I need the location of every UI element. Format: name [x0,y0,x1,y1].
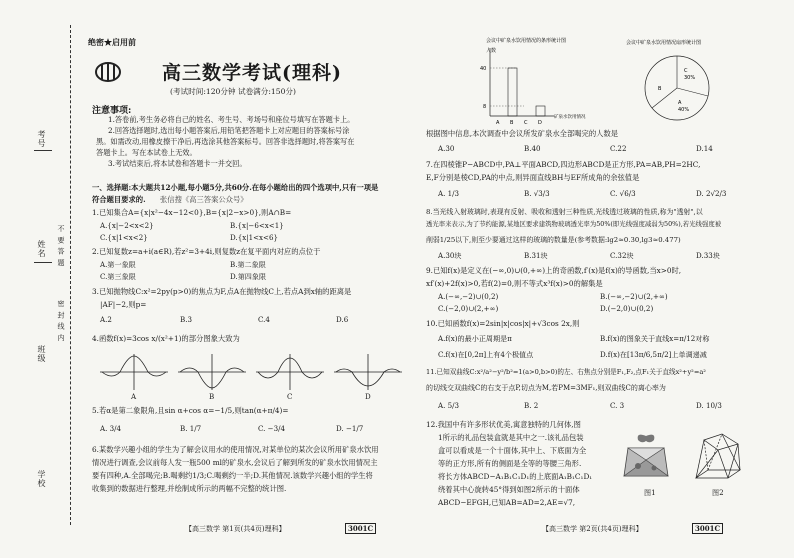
note-2: 2.回答选择题时,选出每小题答案后,用铅笔把答题卡上对应题目的答案标号涂 [108,126,350,135]
q11-option-d: D. 10/3 [696,401,722,410]
q2-option-d: D.第四象限 [230,272,267,281]
section-note: 张信搜《高三答案公众号》 [160,195,248,204]
margin-field-line [34,262,52,263]
q4-graph-a [100,354,168,390]
gift-box-figure [618,432,674,484]
margin-seal-2: 密 封 线 内 [57,300,65,342]
secret-label: 绝密★启用前 [88,37,136,47]
q5-stem: 5.若α是第二象限角,且sin α+cos α=−1/5,则tan(α+π/4)= [92,406,289,415]
q7-option-c: C. √6/3 [610,189,636,198]
q11-option-b: B. 2 [524,401,539,410]
q4-label-b: B [209,392,215,401]
pie-divider [652,88,677,108]
q3-option-c: C.4 [258,315,270,324]
q9-line-1: 9.已知f(x)是定义在(−∞,0)∪(0,+∞)上的奇函数,f′(x)是f(x)的导函数,当x>0时, [426,266,682,275]
q9-option-d: D.(−2,0)∪(0,2) [600,304,654,313]
margin-xingming: 姓名 [37,240,46,258]
binding-line [70,25,71,525]
bar-chart-cat-b: B [510,120,514,126]
note-1: 1.答卷前,考生务必将自己的姓名、考生号、考场号和座位号填写在答题卡上。 [108,115,355,124]
q6-line-4: 收集到的数据进行整理,并绘制成所示的两幅不完整的统计图. [92,484,287,493]
q9-option-c: C.(−2,0)∪(2,+∞) [438,304,499,313]
bar-chart-title: 会议中矿泉水饮用情况的条形统计图 [486,38,567,44]
q5-option-d: D. −1/7 [336,424,364,433]
margin-seal-1: 不 要 答 题 [57,225,65,267]
q2-option-c: C.第三象限 [100,272,136,281]
q6-line-1: 6.某数学兴趣小组的学生为了解会议用水的使用情况,对某单位的某次会议所用矿泉水饮用 [92,445,379,454]
q8-line-1: 8.当光线入射玻璃时,表现有反射、吸收和透射三种性质,光线透过玻璃的性质,称为"透射",以 [426,208,703,216]
note-3: 黑。如需改动,用橡皮擦干净后,再选涂其他答案标号。回答非选择题时,将答案写在 [96,137,355,146]
pie-pct-c: 30% [684,75,696,81]
q4-label-d: D [365,392,371,401]
q6-option-a: A.30 [438,144,455,153]
q3-option-d: D.6 [336,315,349,324]
q3-option-a: A.2 [100,315,112,324]
section-heading: 一、选择题:本大题共12小题,每小题5分,共60分.在每小题给出的四个选项中,只有一项是 [92,183,379,192]
q4-label-a: A [131,392,137,401]
note-4: 答题卡上。写在本试卷上无效。 [96,148,197,157]
q10-stem: 10.已知函数f(x)=2sin|x|cos|x|+√3cos 2x,则 [426,319,580,328]
section-heading-2: 符合题目要求的. [92,195,146,204]
q8-option-b: B.31块 [524,251,548,260]
fig1-label: 图1 [644,488,656,497]
q9-option-a: A.(−∞,−2)∪(0,2) [438,292,499,301]
brand-logo-icon [94,58,122,86]
q4-graph-d [334,354,402,390]
q12-line-3: 盒可以看成是一个十面体,其中上、下底面为全 [438,446,587,455]
q9-option-b: B.(−∞,−2)∪(2,+∞) [600,292,668,301]
q2-option-b: B.第二象限 [230,260,266,269]
decahedron-figure [688,430,748,488]
q2-stem: 2.已知复数z=a+i(a∈R),若z²=3+4i,则复数z在复平面内对应的点位于 [92,247,321,256]
margin-banji: 班级 [37,345,46,363]
pie-label-a: A [678,100,682,106]
q12-line-2: 1所示的礼品包装盒就是其中之一.该礼品包装 [438,433,584,442]
fig2-label: 图2 [712,488,724,497]
q4-graph-b [178,354,246,390]
pie-pct-a: 40% [678,107,690,113]
q4-stem: 4.函数f(x)=3cos x/(x²+1)的部分图象大致为 [92,334,240,343]
q10-option-a: A.f(x)的最小正周期是π [438,334,512,343]
q11-option-a: A. 5/3 [438,401,460,410]
bar-chart-cat-a: A [496,120,500,126]
q3-stem: 3.已知抛物线C:x²=2py(p>0)的焦点为F,点A在抛物线C上,若点A到x轴的距离是 [92,287,352,296]
q5-option-b: B. 1/7 [180,424,202,433]
q7-option-b: B. √3/3 [524,189,550,198]
q8-option-d: D.33块 [696,251,720,260]
q11-line-1: 11.已知双曲线C:x²/a²−y²/b²=1(a>0,b>0)的左、右焦点分别是F₁,F₂,点F₁关于直线x²+y²=a² [426,368,706,376]
q1-stem: 1.已知集合A={x|x²−4x−12<0},B={x|2−x>0},则A∩B= [92,208,292,217]
q12-line-5: 将长方体ABCD−A₁B₁C₁D₁的上底面A₁B₁C₁D₁ [438,472,593,481]
q6-option-d: D.14 [696,144,713,153]
q2-option-a: A.第一象限 [100,260,136,269]
q7-option-d: D. 2√2/3 [696,189,727,198]
q8-line-2: 透光率来表示,为了节约能源,某地区要求建筑物玻璃透光率为50%(即光线强度减弱为50%),若光线强度被 [426,220,722,228]
footer-code-right: 3001C [692,523,723,534]
q10-option-b: B.f(x)的图象关于直线x=π/12对称 [600,334,710,343]
note-5: 3.考试结束后,将本试卷和答题卡一并交回。 [108,159,247,168]
q5-option-c: C. −3/4 [258,424,286,433]
exam-subtitle: (考试时间:120分钟 试卷满分:150分) [170,87,296,96]
q6-continued-stem: 根据图中信息,本次调查中会议所发矿泉水全部喝完的人数是 [426,129,619,138]
margin-xuexiao: 学校 [37,470,46,488]
q7-line-1: 7.在四棱锥P−ABCD中,PA⊥平面ABCD,四边形ABCD是正方形,PA=AB,PH=2HC, [426,160,701,169]
pie-divider [677,88,708,96]
bar-chart-tick-8: 8 [483,104,487,110]
q6-option-b: B.40 [524,144,541,153]
q7-line-2: E,F分别是棱CD,PA的中点,则异面直线BH与EF所成角的余弦值是 [426,173,640,182]
q9-line-2: xf′(x)+2f(x)>0,若f(2)=0,则不等式x³f(x)>0的解集是 [426,279,603,288]
q1-option-a: A.{x|−2<x<2} [100,221,154,230]
pie-chart [622,36,742,128]
q3-stem-2: |AF|−2,则p= [100,300,147,309]
footer-code-left: 3001C [345,523,376,534]
q1-option-d: D.{x|1<x<6} [230,233,279,242]
notes-heading: 注意事项: [92,106,132,116]
bar-chart [476,36,626,128]
pie-label-c: C [684,68,688,74]
bar-b [508,68,517,116]
bar-chart-xlabel: 矿泉水饮用情况 [554,115,586,120]
q11-option-c: C. 3 [610,401,625,410]
q8-option-a: A.30块 [438,251,462,260]
q10-option-d: D.f(x)在[13π/6,5π/2]上单调递减 [600,350,707,359]
q8-option-c: C.32块 [610,251,634,260]
q8-line-3: 削弱1/25以下,则至少要通过这样的玻璃的数量是(参考数据:lg2≈0.30,lg3≈0.477) [426,236,681,244]
q4-label-c: C [287,392,293,401]
bar-d [536,106,545,116]
q7-option-a: A. 1/3 [438,189,460,198]
bar-chart-cat-d: D [538,120,542,126]
page-title: 高三数学考试(理科) [162,62,342,84]
bar-chart-cat-c: C [524,120,528,126]
q6-option-c: C.22 [610,144,627,153]
q1-option-b: B.{x|−6<x<1} [230,221,284,230]
bar-chart-tick-40: 40 [480,66,487,72]
q4-graphs [98,350,408,392]
pie-chart-title: 会议中矿泉水饮用情况扇形统计图 [626,40,702,46]
q6-line-3: 要有四种,A.全部喝完;B.喝剩约1/3;C.喝剩约一半;D.其他情况.该数学兴趣小组的学生将 [92,471,373,480]
q4-graph-c [256,354,324,390]
q12-line-7: ABCD−EFGH,已知AB=AD=2,AE=√7, [438,498,576,507]
q11-line-2: 的切线交双曲线C的右支于点P,切点为M,若PM=3MF₁,则双曲线C的离心率为 [426,384,666,392]
q10-option-c: C.f(x)在[0,2π]上有4个极值点 [438,350,534,359]
pie-label-b: B [658,86,662,92]
q1-option-c: C.{x|1<x<2} [100,233,148,242]
q5-option-a: A. 3/4 [100,424,122,433]
q6-line-2: 情况进行调查,会议前每人发一瓶500 ml的矿泉水,会议后了解到所发的矿泉水饮用情况主 [92,458,378,467]
q12-line-1: 12.我国中有许多形状优美,寓意独特的几何体,图 [426,420,581,429]
q12-line-4: 等的正方形,所有的侧面是全等的等腰三角形. [438,459,582,468]
footer-right: 【高三数学 第2页(共4页)理科】 [542,525,643,533]
q3-option-b: B.3 [180,315,192,324]
bar-chart-ylabel: 人数 [486,48,497,54]
q12-line-6: 绕着其中心旋转45°得到如图2所示的十面体 [438,485,580,494]
margin-kaohao: 考号 [37,130,46,148]
footer-left: 【高三数学 第1页(共4页)理科】 [185,525,286,533]
margin-field-line [34,150,52,151]
